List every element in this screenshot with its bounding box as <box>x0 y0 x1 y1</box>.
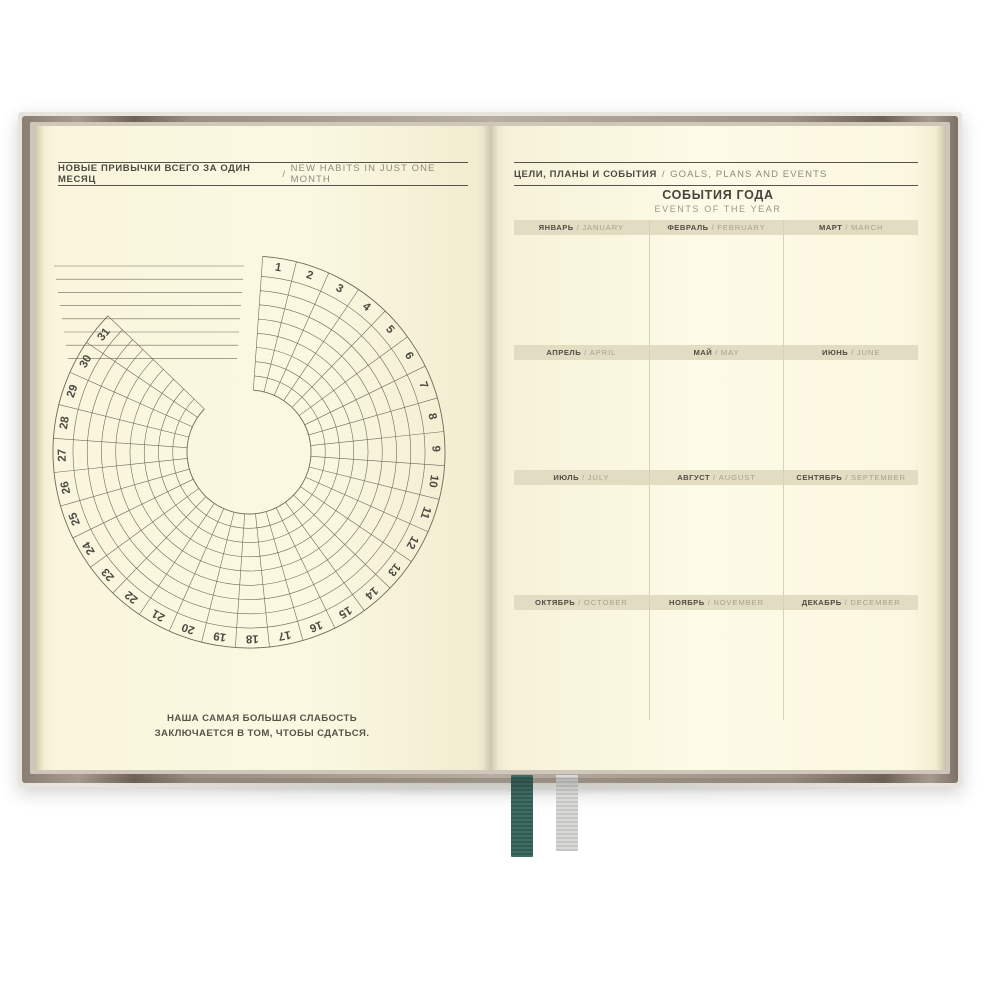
wheel-day-number: 30 <box>77 353 95 371</box>
month-label <box>650 345 784 360</box>
wheel-day-number: 1 <box>274 261 283 275</box>
month-cell[interactable] <box>783 470 918 595</box>
month-label-ru: МАРТ <box>818 223 843 232</box>
month-label-en: OCTOBER <box>583 598 628 607</box>
month-notes-area[interactable] <box>784 235 918 345</box>
month-notes-area[interactable] <box>784 485 918 595</box>
month-label-ru: ИЮЛЬ <box>553 473 580 482</box>
month-label-separator: / <box>584 348 587 357</box>
left-page-edge-shade <box>34 126 44 770</box>
month-label-en: FEBRUARY <box>717 223 766 232</box>
month-label-separator: / <box>715 348 718 357</box>
month-cell[interactable] <box>783 345 918 470</box>
month-label <box>650 220 784 235</box>
month-cell[interactable] <box>514 595 649 720</box>
wheel-day-number: 19 <box>212 629 228 644</box>
month-cell[interactable] <box>649 345 784 470</box>
right-page-header <box>514 162 918 186</box>
month-label-en: NOVEMBER <box>713 598 764 607</box>
month-label-en: JUNE <box>856 348 881 357</box>
month-label <box>784 345 918 360</box>
month-cell[interactable] <box>514 220 649 345</box>
wheel-day-number: 14 <box>362 583 381 602</box>
left-page-footnote <box>34 712 490 742</box>
wheel-day-number: 16 <box>307 618 324 634</box>
left-header-en: NEW HABITS IN JUST ONE MONTH <box>290 163 436 185</box>
month-notes-area[interactable] <box>514 485 649 595</box>
wheel-day-number: 9 <box>429 445 442 453</box>
events-of-the-year-title <box>490 188 946 214</box>
month-cell[interactable] <box>783 595 918 720</box>
month-label-en: SEPTEMBER <box>851 473 906 482</box>
month-notes-area[interactable] <box>514 235 649 345</box>
month-label-en: JULY <box>587 473 610 482</box>
month-label-separator: / <box>851 348 854 357</box>
month-label <box>514 345 649 360</box>
events-title-en: EVENTS OF THE YEAR <box>654 204 782 214</box>
wheel-day-number: 31 <box>95 325 113 344</box>
wheel-day-number: 23 <box>99 565 118 584</box>
month-label <box>650 470 784 485</box>
wheel-day-number: 18 <box>245 632 259 645</box>
month-label-separator: / <box>711 223 715 232</box>
wheel-day-number: 6 <box>401 350 416 362</box>
month-label-ru: ЯНВАРЬ <box>538 223 574 232</box>
wheel-day-number: 20 <box>180 620 197 637</box>
wheel-day-number: 12 <box>403 533 421 551</box>
month-notes-area[interactable] <box>784 610 918 720</box>
month-notes-area[interactable] <box>514 610 649 720</box>
month-cell[interactable] <box>514 470 649 595</box>
month-grid <box>514 220 918 720</box>
month-label-ru: АВГУСТ <box>677 473 711 482</box>
month-label <box>514 470 649 485</box>
footnote-line-1: НАША САМАЯ БОЛЬШАЯ СЛАБОСТЬ <box>166 713 358 725</box>
month-notes-area[interactable] <box>650 235 784 345</box>
month-label-separator: / <box>576 223 580 232</box>
month-label-ru: СЕНТЯБРЬ <box>796 473 843 482</box>
month-label <box>514 595 649 610</box>
left-header-separator: / <box>282 168 286 180</box>
month-label-en: APRIL <box>589 348 617 357</box>
right-header-ru: ЦЕЛИ, ПЛАНЫ И СОБЫТИЯ <box>514 168 657 180</box>
month-cell[interactable] <box>649 595 784 720</box>
month-label-separator: / <box>845 473 848 482</box>
wheel-day-number: 24 <box>80 539 98 557</box>
wheel-day-number: 17 <box>277 627 292 643</box>
month-label-separator: / <box>713 473 716 482</box>
month-label <box>650 595 784 610</box>
wheel-day-number: 5 <box>383 323 397 337</box>
month-label-ru: МАЙ <box>693 348 713 357</box>
right-page-edge-shade <box>936 126 946 770</box>
wheel-day-number: 4 <box>360 300 373 314</box>
month-label <box>514 220 649 235</box>
month-label-ru: ФЕВРАЛЬ <box>667 223 709 232</box>
month-label-ru: ОКТЯБРЬ <box>535 598 576 607</box>
month-label <box>784 220 918 235</box>
wheel-day-number: 13 <box>385 560 403 579</box>
right-header-en: GOALS, PLANS AND EVENTS <box>670 168 828 180</box>
month-notes-area[interactable] <box>784 360 918 470</box>
month-cell[interactable] <box>649 220 784 345</box>
month-label-ru: ИЮНЬ <box>822 348 849 357</box>
wheel-day-number: 21 <box>150 606 168 624</box>
habit-wheel-chart <box>44 224 480 674</box>
left-header-ru: НОВЫЕ ПРИВЫЧКИ ВСЕГО ЗА ОДИН МЕСЯЦ <box>58 163 251 185</box>
month-label-en: AUGUST <box>718 473 756 482</box>
month-label-ru: АПРЕЛЬ <box>546 348 582 357</box>
wheel-day-number: 11 <box>417 504 433 521</box>
events-title-ru: СОБЫТИЯ ГОДА <box>662 188 774 202</box>
month-label <box>784 470 918 485</box>
month-label <box>784 595 918 610</box>
month-notes-area[interactable] <box>650 360 784 470</box>
wheel-day-number: 15 <box>336 603 354 621</box>
book-ground-shadow <box>40 778 940 796</box>
month-label-en: MARCH <box>851 223 884 232</box>
month-label-en: MAY <box>720 348 740 357</box>
month-label-separator: / <box>582 473 585 482</box>
month-notes-area[interactable] <box>650 485 784 595</box>
wheel-day-number: 10 <box>426 473 441 489</box>
wheel-day-number: 22 <box>122 588 141 606</box>
month-label-ru: ДЕКАБРЬ <box>801 598 842 607</box>
page-block <box>34 126 946 770</box>
wheel-day-number: 27 <box>56 448 69 462</box>
month-cell[interactable] <box>649 470 784 595</box>
month-label-separator: / <box>707 598 711 607</box>
month-notes-area[interactable] <box>650 610 784 720</box>
wheel-day-number: 3 <box>333 282 346 296</box>
month-label-en: DECEMBER <box>850 598 901 607</box>
month-label-ru: НОЯБРЬ <box>668 598 705 607</box>
month-notes-area[interactable] <box>514 360 649 470</box>
wheel-day-number: 28 <box>57 415 72 431</box>
month-cell[interactable] <box>783 220 918 345</box>
wheel-day-number: 7 <box>416 380 430 391</box>
left-page-header <box>58 162 468 186</box>
wheel-day-number: 25 <box>67 510 83 527</box>
month-label-separator: / <box>844 598 848 607</box>
wheel-day-number: 8 <box>425 412 439 421</box>
footnote-line-2: ЗАКЛЮЧАЕТСЯ В ТОМ, ЧТОБЫ СДАТЬСЯ. <box>154 728 370 740</box>
wheel-day-number: 29 <box>64 383 81 400</box>
month-cell[interactable] <box>514 345 649 470</box>
wheel-day-number: 26 <box>58 480 74 495</box>
left-page <box>34 126 490 770</box>
month-label-separator: / <box>578 598 581 607</box>
month-label-separator: / <box>845 223 849 232</box>
wheel-day-number: 2 <box>304 269 315 283</box>
right-page <box>490 126 946 770</box>
right-header-separator: / <box>661 168 666 180</box>
habit-wheel-svg <box>44 224 480 674</box>
month-label-en: JANUARY <box>582 223 624 232</box>
